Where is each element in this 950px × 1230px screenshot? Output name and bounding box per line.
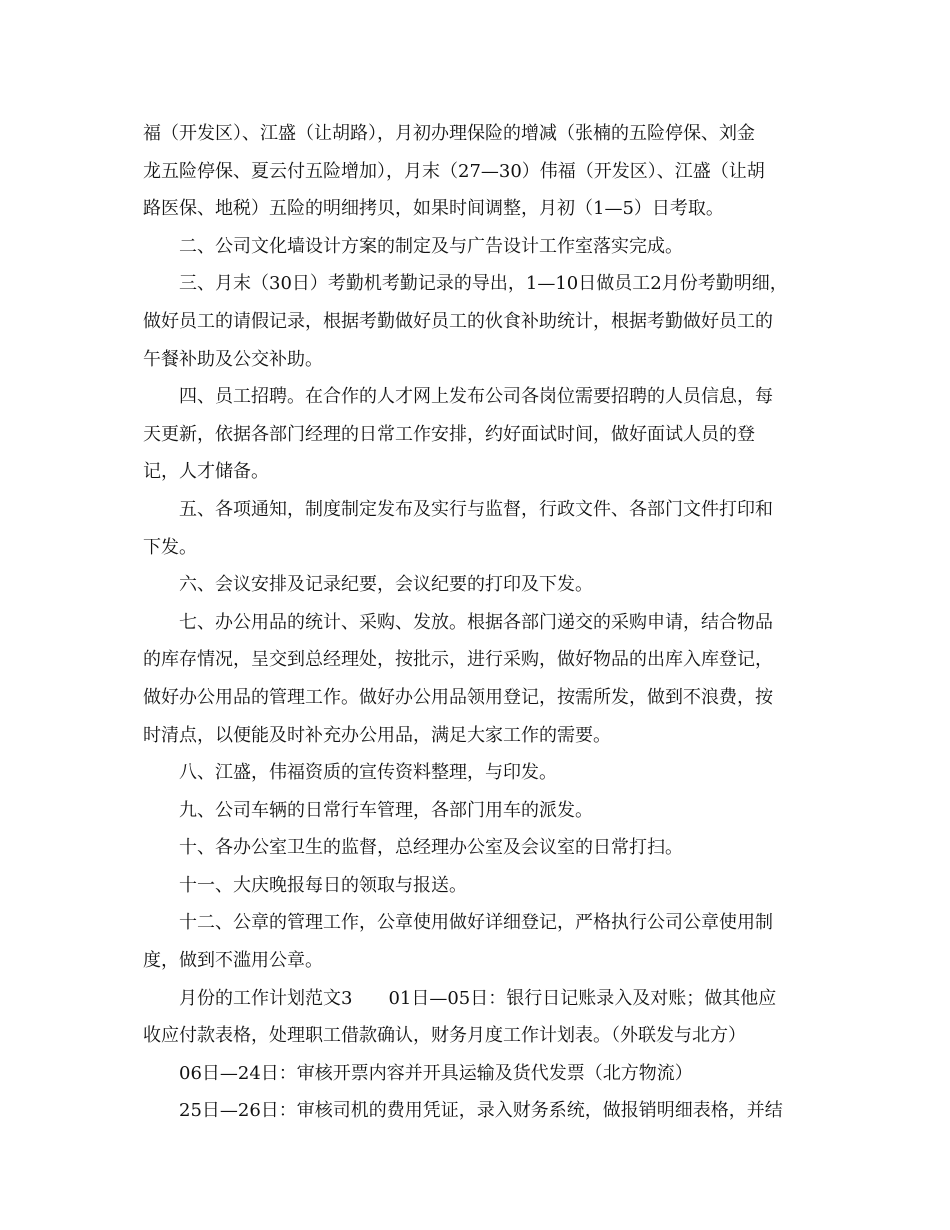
text-line: 九、公司车辆的日常行车管理，各部门用车的派发。 — [179, 799, 593, 821]
text-line: 做好员工的请假记录，根据考勤做好员工的伙食补助统计，根据考勤做好员工的 — [143, 310, 773, 332]
text-line: 路医保、地税）五险的明细拷贝，如果时间调整，月初（1—5）日考取。 — [143, 198, 724, 220]
text-line: 25日—26日：审核司机的费用凭证，录入财务系统，做报销明细表格，并结 — [179, 1100, 783, 1122]
text-line: 记，人才储备。 — [143, 461, 269, 483]
text-line: 四、员工招聘。在合作的人才网上发布公司各岗位需要招聘的人员信息，每 — [179, 386, 773, 408]
text-line: 八、江盛，伟福资质的宣传资料整理，与印发。 — [179, 762, 557, 784]
text-line: 的库存情况，呈交到总经理处，按批示，进行采购，做好物品的出库入库登记， — [143, 649, 773, 671]
text-line: 七、办公用品的统计、采购、发放。根据各部门递交的采购申请，结合物品 — [179, 611, 773, 633]
text-line: 六、会议安排及记录纪要，会议纪要的打印及下发。 — [179, 574, 593, 596]
text-line: 十二、公章的管理工作，公章使用做好详细登记，严格执行公司公章使用制 — [179, 912, 773, 934]
text-line: 收应付款表格，处理职工借款确认，财务月度工作计划表。（外联发与北方） — [143, 1025, 746, 1047]
text-line: 下发。 — [143, 536, 197, 558]
text-line: 龙五险停保、夏云付五险增加），月末（27—30）伟福（开发区）、江盛（让胡 — [143, 160, 765, 182]
text-line: 三、月末（30日）考勤机考勤记录的导出，1—10日做员工2月份考勤明细， — [179, 273, 788, 295]
text-line: 月份的工作计划范文3 01日—05日：银行日记账录入及对账；做其他应 — [179, 987, 777, 1009]
text-line: 时清点，以便能及时补充办公用品，满足大家工作的需要。 — [143, 724, 611, 746]
text-line: 06日—24日：审核开票内容并开具运输及货代发票（北方物流） — [179, 1062, 693, 1084]
text-line: 天更新，依据各部门经理的日常工作安排，约好面试时间，做好面试人员的登 — [143, 423, 755, 445]
text-line: 十、各办公室卫生的监督，总经理办公室及会议室的日常打扫。 — [179, 837, 683, 859]
text-line: 二、公司文化墙设计方案的制定及与广告设计工作室落实完成。 — [179, 235, 683, 257]
text-line: 做好办公用品的管理工作。做好办公用品领用登记，按需所发，做到不浪费，按 — [143, 686, 773, 708]
text-line: 十一、大庆晚报每日的领取与报送。 — [179, 874, 467, 896]
text-line: 五、各项通知，制度制定发布及实行与监督，行政文件、各部门文件打印和 — [179, 498, 773, 520]
text-line: 午餐补助及公交补助。 — [143, 348, 323, 370]
text-line: 度，做到不滥用公章。 — [143, 950, 323, 972]
text-line: 福（开发区）、江盛（让胡路），月初办理保险的增减（张楠的五险停保、刘金 — [143, 123, 755, 144]
document-page — [143, 115, 808, 1130]
